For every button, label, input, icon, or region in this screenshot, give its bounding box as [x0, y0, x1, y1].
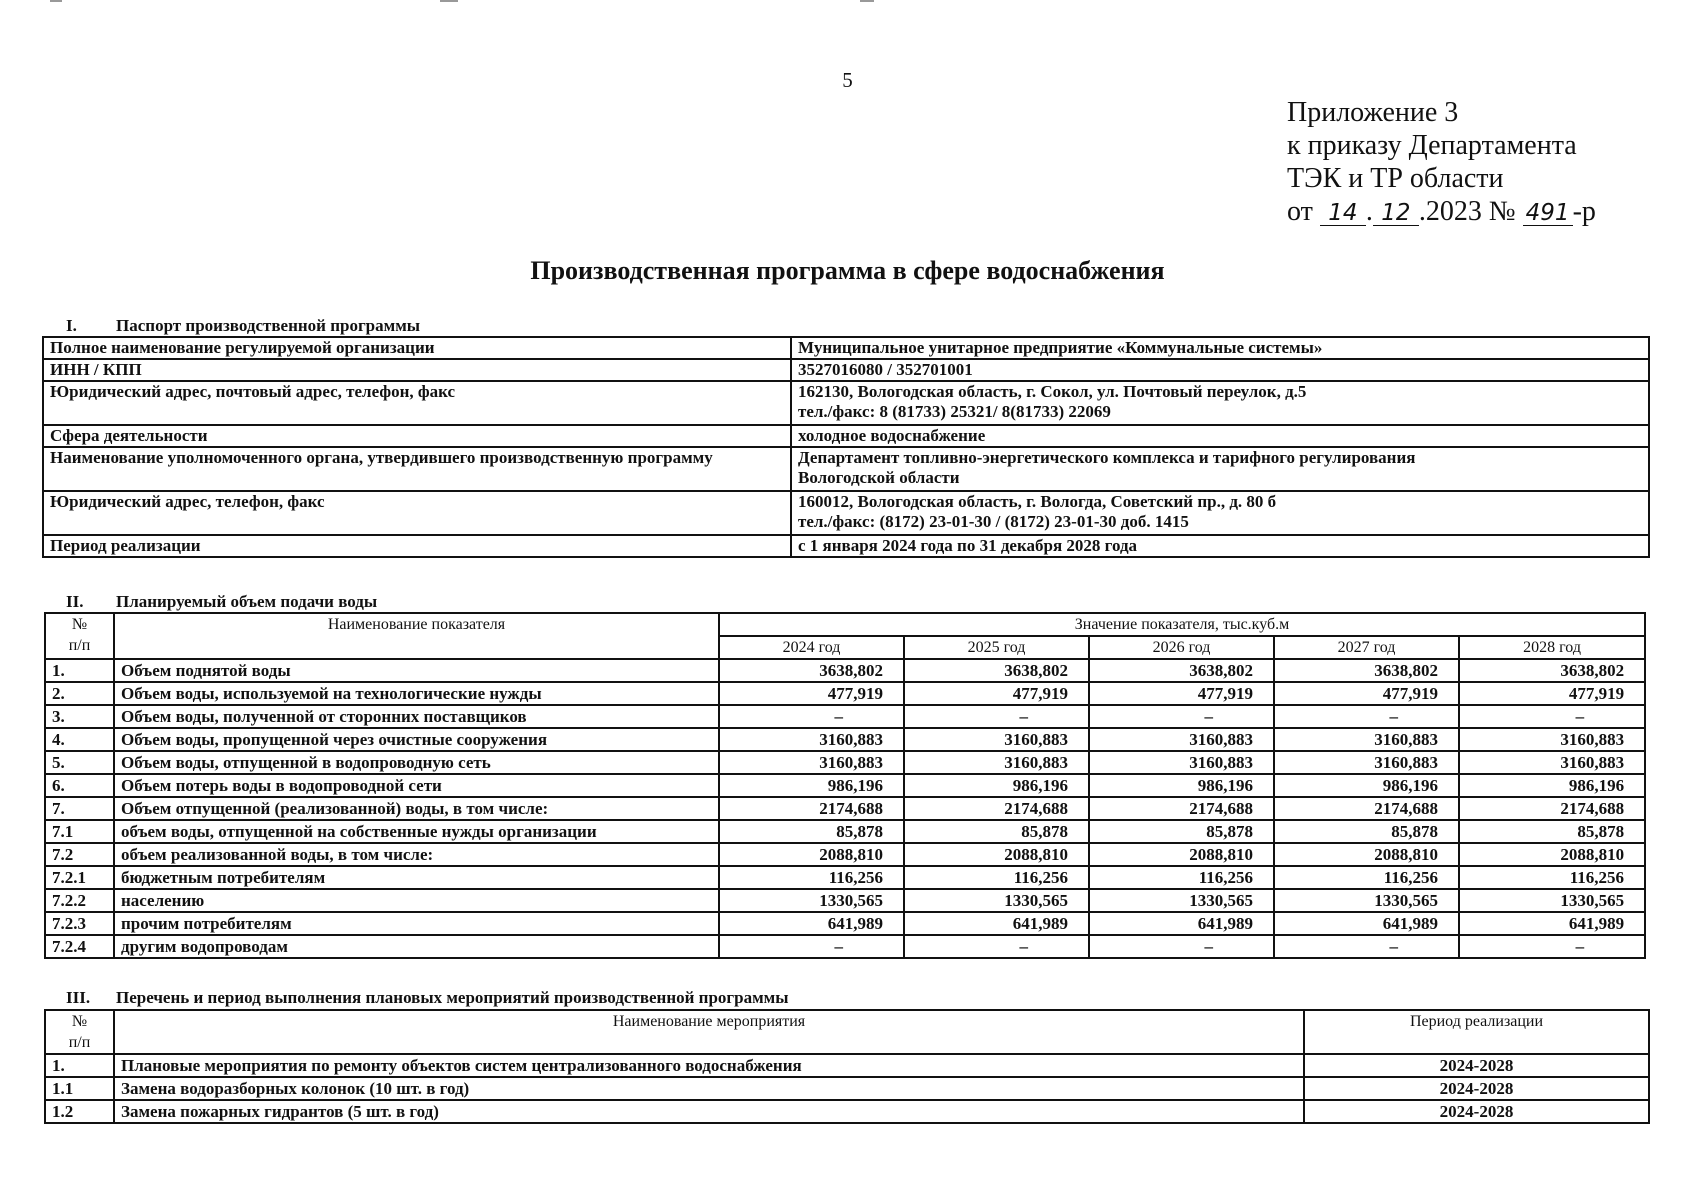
indicator-value: 2174,688	[904, 797, 1089, 820]
activity-period: 2024-2028	[1304, 1100, 1649, 1123]
indicator-value: 3160,883	[1274, 728, 1459, 751]
indicator-value: 3638,802	[904, 659, 1089, 682]
passport-row	[43, 359, 1649, 381]
row-number: 1.	[45, 1054, 114, 1077]
indicator-value: –	[1089, 935, 1274, 958]
row-number: 2.	[45, 682, 114, 705]
indicator-value: 477,919	[1274, 682, 1459, 705]
document-title: Производственная программа в сфере водоснабжения	[530, 256, 1165, 285]
passport-value-line: холодное водоснабжение	[798, 426, 986, 445]
passport-value	[791, 381, 1649, 425]
indicator-value: 2088,810	[904, 843, 1089, 866]
passport-value-line: 160012, Вологодская область, г. Вологда, Советский пр., д. 80 б	[798, 492, 1277, 511]
row-number: 3.	[45, 705, 114, 728]
indicator-value: 3160,883	[1459, 728, 1645, 751]
indicator-name: Объем воды, используемой на технологические нужды	[114, 682, 719, 705]
col-name-header: Наименование показателя	[114, 613, 719, 659]
handwritten-order-number: 491	[1523, 201, 1573, 226]
indicator-value: –	[1459, 705, 1645, 728]
indicator-value: 3160,883	[719, 728, 904, 751]
passport-row	[43, 535, 1649, 557]
row-number: 7.2	[45, 843, 114, 866]
indicator-value: 2174,688	[719, 797, 904, 820]
indicator-value: 641,989	[719, 912, 904, 935]
indicator-value: 116,256	[1459, 866, 1645, 889]
passport-label: Юридический адрес, телефон, факс	[43, 491, 791, 535]
indicator-value: 1330,565	[904, 889, 1089, 912]
section-title: Паспорт производственной программы	[116, 316, 421, 335]
indicator-value: 2174,688	[1089, 797, 1274, 820]
indicator-value: –	[1089, 705, 1274, 728]
indicator-value: 1330,565	[719, 889, 904, 912]
indicator-name: другим водопроводам	[114, 935, 719, 958]
indicator-value: –	[1274, 935, 1459, 958]
handwritten-month: 12	[1373, 201, 1419, 226]
indicator-name: бюджетным потребителям	[114, 866, 719, 889]
indicator-value: 116,256	[904, 866, 1089, 889]
section-number: III.	[66, 988, 91, 1007]
handwritten-day: 14	[1320, 201, 1366, 226]
date-year: .2023 №	[1418, 196, 1516, 227]
passport-value-line: Департамент топливно-энергетического комплекса и тарифного регулирования	[798, 448, 1416, 467]
row-number: 7.2.4	[45, 935, 114, 958]
table-row	[45, 935, 1645, 958]
indicator-value: 3638,802	[1459, 659, 1645, 682]
appendix-date-line: от 14 . 12 .2023 № 491 -р	[1287, 196, 1596, 227]
passport-label: Период реализации	[43, 535, 791, 557]
indicator-value: 85,878	[1459, 820, 1645, 843]
indicator-value: 2088,810	[1459, 843, 1645, 866]
indicator-value: 641,989	[1459, 912, 1645, 935]
activities-table	[44, 1009, 1650, 1124]
indicator-value: 477,919	[719, 682, 904, 705]
col-number-header	[45, 613, 114, 659]
table-row	[45, 1100, 1649, 1123]
scan-artifact	[440, 0, 458, 2]
indicator-name: Объем воды, полученной от сторонних поставщиков	[114, 705, 719, 728]
passport-value-line: тел./факс: 8 (81733) 25321/ 8(81733) 22069	[798, 402, 1111, 421]
scan-artifact	[50, 0, 62, 2]
indicator-value: 3160,883	[1089, 728, 1274, 751]
passport-value	[791, 535, 1649, 557]
indicator-name: Объем воды, отпущенной в водопроводную сеть	[114, 751, 719, 774]
indicator-value: 986,196	[1089, 774, 1274, 797]
appendix-line: Приложение 3	[1287, 97, 1459, 128]
table-row	[45, 797, 1645, 820]
indicator-value: 641,989	[904, 912, 1089, 935]
indicator-value: 85,878	[904, 820, 1089, 843]
indicator-value: 3160,883	[904, 751, 1089, 774]
header-line: п/п	[68, 1034, 91, 1051]
table-row	[45, 820, 1645, 843]
passport-value-line: тел./факс: (8172) 23-01-30 / (8172) 23-01-30 доб. 1415	[798, 512, 1189, 531]
table-row	[45, 774, 1645, 797]
table-row	[45, 1077, 1649, 1100]
indicator-value: 1330,565	[1089, 889, 1274, 912]
passport-value-line: Вологодской области	[798, 468, 960, 487]
row-number: 1.1	[45, 1077, 114, 1100]
table-row	[45, 843, 1645, 866]
table-row	[45, 912, 1645, 935]
indicator-value: 85,878	[1274, 820, 1459, 843]
row-number: 7.2.2	[45, 889, 114, 912]
indicator-value: 85,878	[719, 820, 904, 843]
indicator-value: –	[719, 705, 904, 728]
indicator-name: Объем отпущенной (реализованной) воды, в том числе:	[114, 797, 719, 820]
indicator-value: 3160,883	[904, 728, 1089, 751]
indicator-name: прочим потребителям	[114, 912, 719, 935]
passport-label: Наименование уполномоченного органа, утвердившего производственную программу	[43, 447, 791, 491]
indicator-value: 641,989	[1274, 912, 1459, 935]
row-number: 1.2	[45, 1100, 114, 1123]
year-header: 2027 год	[1274, 636, 1459, 659]
table-row	[45, 659, 1645, 682]
row-number: 6.	[45, 774, 114, 797]
order-suffix: -р	[1572, 196, 1596, 227]
table-row	[45, 682, 1645, 705]
col-activity-header: Наименование мероприятия	[114, 1010, 1304, 1054]
passport-label: ИНН / КПП	[43, 359, 791, 381]
indicator-value: 85,878	[1089, 820, 1274, 843]
activity-name: Плановые мероприятия по ремонту объектов систем централизованного водоснабжения	[114, 1054, 1304, 1077]
indicator-name: Объем потерь воды в водопроводной сети	[114, 774, 719, 797]
passport-label: Сфера деятельности	[43, 425, 791, 447]
header-line: №	[71, 616, 88, 633]
indicator-value: –	[1274, 705, 1459, 728]
header-line: №	[71, 1013, 88, 1030]
section-2-heading	[66, 592, 377, 612]
section-1-heading	[66, 316, 420, 336]
passport-table	[42, 336, 1650, 558]
indicator-value: 1330,565	[1459, 889, 1645, 912]
table-row	[45, 705, 1645, 728]
indicator-value: 986,196	[1459, 774, 1645, 797]
passport-row	[43, 447, 1649, 491]
indicator-value: 1330,565	[1274, 889, 1459, 912]
table-row	[45, 751, 1645, 774]
section-3-heading	[66, 988, 789, 1008]
appendix-block	[1287, 96, 1596, 228]
indicator-value: 2088,810	[719, 843, 904, 866]
row-number: 7.	[45, 797, 114, 820]
section-title: Перечень и период выполнения плановых мероприятий производственной программы	[116, 988, 789, 1007]
row-number: 7.1	[45, 820, 114, 843]
indicator-value: 477,919	[1089, 682, 1274, 705]
passport-label: Юридический адрес, почтовый адрес, телефон, факс	[43, 381, 791, 425]
indicator-value: 3160,883	[1459, 751, 1645, 774]
indicator-value: 477,919	[1459, 682, 1645, 705]
indicator-value: 986,196	[904, 774, 1089, 797]
header-line: п/п	[68, 637, 91, 654]
indicator-value: 2088,810	[1089, 843, 1274, 866]
indicator-value: 2088,810	[1274, 843, 1459, 866]
table-row	[45, 889, 1645, 912]
indicator-value: 3160,883	[1089, 751, 1274, 774]
passport-value	[791, 337, 1649, 359]
indicator-name: Объем поднятой воды	[114, 659, 719, 682]
col-number-header	[45, 1010, 114, 1054]
indicator-value: –	[1459, 935, 1645, 958]
passport-value-line: 3527016080 / 352701001	[798, 360, 973, 379]
passport-value-line: Муниципальное унитарное предприятие «Коммунальные системы»	[798, 338, 1323, 357]
indicator-value: 3638,802	[1089, 659, 1274, 682]
table-row	[45, 1054, 1649, 1077]
indicator-value: 116,256	[719, 866, 904, 889]
col-value-header: Значение показателя, тыс.куб.м	[719, 613, 1645, 636]
row-number: 1.	[45, 659, 114, 682]
year-header: 2028 год	[1459, 636, 1645, 659]
passport-value	[791, 425, 1649, 447]
passport-value	[791, 491, 1649, 535]
indicator-value: 641,989	[1089, 912, 1274, 935]
activity-period: 2024-2028	[1304, 1077, 1649, 1100]
passport-row	[43, 425, 1649, 447]
indicator-name: объем воды, отпущенной на собственные нужды организации	[114, 820, 719, 843]
passport-value-line: с 1 января 2024 года по 31 декабря 2028 года	[798, 536, 1138, 555]
year-header: 2026 год	[1089, 636, 1274, 659]
table-row	[45, 728, 1645, 751]
indicator-name: объем реализованной воды, в том числе:	[114, 843, 719, 866]
row-number: 7.2.1	[45, 866, 114, 889]
activity-period: 2024-2028	[1304, 1054, 1649, 1077]
indicator-value: 3160,883	[1274, 751, 1459, 774]
indicator-value: 116,256	[1089, 866, 1274, 889]
appendix-line: к приказу Департамента	[1287, 130, 1577, 161]
scan-artifact	[860, 0, 874, 2]
indicator-value: 2174,688	[1459, 797, 1645, 820]
activity-name: Замена водоразборных колонок (10 шт. в год)	[114, 1077, 1304, 1100]
indicator-value: 986,196	[1274, 774, 1459, 797]
row-number: 5.	[45, 751, 114, 774]
water-volume-table	[44, 612, 1646, 959]
date-prefix: от	[1287, 196, 1313, 227]
indicator-name: населению	[114, 889, 719, 912]
passport-row	[43, 491, 1649, 535]
passport-label: Полное наименование регулируемой организации	[43, 337, 791, 359]
appendix-line: ТЭК и ТР области	[1287, 163, 1504, 194]
page-number: 5	[842, 68, 853, 92]
indicator-name: Объем воды, пропущенной через очистные сооружения	[114, 728, 719, 751]
indicator-value: –	[904, 705, 1089, 728]
year-header: 2024 год	[719, 636, 904, 659]
year-header: 2025 год	[904, 636, 1089, 659]
indicator-value: 2174,688	[1274, 797, 1459, 820]
indicator-value: 3638,802	[1274, 659, 1459, 682]
col-period-header: Период реализации	[1304, 1010, 1649, 1054]
row-number: 7.2.3	[45, 912, 114, 935]
section-title: Планируемый объем подачи воды	[116, 592, 378, 611]
indicator-value: –	[904, 935, 1089, 958]
section-number: II.	[66, 592, 84, 611]
indicator-value: 477,919	[904, 682, 1089, 705]
indicator-value: 3638,802	[719, 659, 904, 682]
passport-row	[43, 381, 1649, 425]
passport-value	[791, 447, 1649, 491]
section-number: I.	[66, 316, 77, 335]
activity-name: Замена пожарных гидрантов (5 шт. в год)	[114, 1100, 1304, 1123]
indicator-value: 986,196	[719, 774, 904, 797]
table-row	[45, 866, 1645, 889]
indicator-value: 116,256	[1274, 866, 1459, 889]
indicator-value: 3160,883	[719, 751, 904, 774]
passport-value-line: 162130, Вологодская область, г. Сокол, ул. Почтовый переулок, д.5	[798, 382, 1307, 401]
passport-row	[43, 337, 1649, 359]
indicator-value: –	[719, 935, 904, 958]
row-number: 4.	[45, 728, 114, 751]
passport-value	[791, 359, 1649, 381]
